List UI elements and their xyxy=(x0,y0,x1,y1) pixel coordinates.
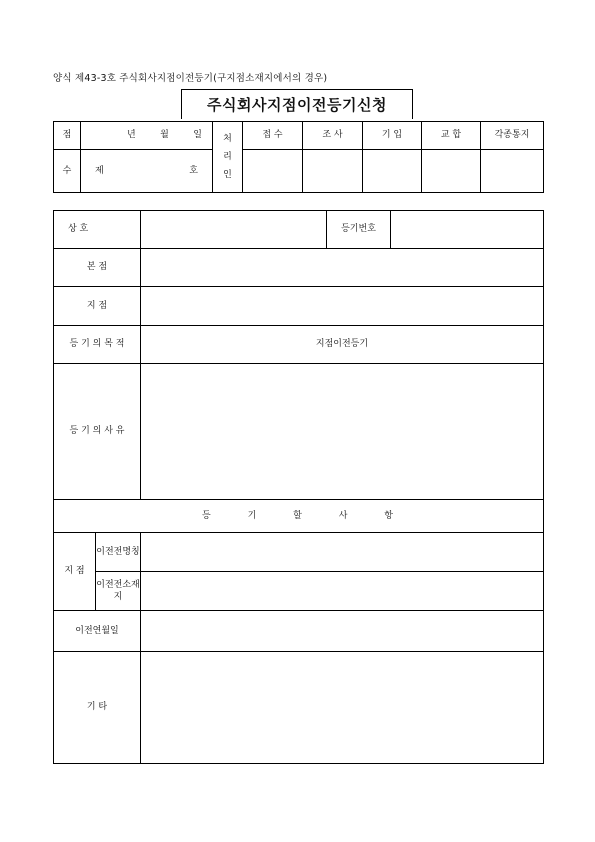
number-prefix-label: 제 xyxy=(95,165,104,176)
month-label: 월 xyxy=(160,130,169,141)
other-label: 기 타 xyxy=(54,652,141,764)
head-office-input[interactable] xyxy=(141,249,544,287)
review-stamp-cell[interactable] xyxy=(303,150,363,193)
receipt-number-cell[interactable] xyxy=(81,150,213,193)
move-date-input[interactable] xyxy=(141,611,544,652)
matters-header: 등 기 할 사 항 xyxy=(54,500,544,533)
reason-label: 등 기 의 사 유 xyxy=(54,364,141,500)
receipt-date-cell[interactable] xyxy=(81,122,213,150)
col-header-review: 조 사 xyxy=(303,122,363,150)
processor-char-1: 처 xyxy=(223,133,232,144)
trade-name-label: 상 호 xyxy=(68,224,89,235)
processor-char-3: 인 xyxy=(223,170,232,181)
receipt-stamp-cell[interactable] xyxy=(243,150,303,193)
col-header-collation: 교 합 xyxy=(422,122,481,150)
head-office-label: 본 점 xyxy=(54,249,141,287)
form-title: 주식회사지점이전등기신청 xyxy=(207,96,387,114)
processor-label-cell xyxy=(213,122,243,193)
purpose-label: 등 기 의 목 적 xyxy=(54,326,141,364)
receipt-table xyxy=(53,121,544,193)
form-title-box xyxy=(181,89,413,119)
branch-group-label: 지 점 xyxy=(54,533,96,611)
trade-name-input[interactable] xyxy=(141,211,327,249)
branch-label: 지 점 xyxy=(54,287,141,326)
notices-stamp-cell[interactable] xyxy=(481,150,544,193)
reg-number-label: 등기번호 xyxy=(327,211,391,249)
other-input[interactable] xyxy=(141,652,544,764)
move-date-label: 이전연월일 xyxy=(54,611,141,652)
trade-name-label-cell xyxy=(54,211,141,249)
purpose-value: 지점이전등기 xyxy=(141,326,544,364)
form-caption: 양식 제43-3호 주식회사지점이전등기(구지점소재지에서의 경우) xyxy=(53,73,328,84)
application-table xyxy=(53,210,544,764)
reason-input[interactable] xyxy=(141,364,544,500)
entry-stamp-cell[interactable] xyxy=(363,150,422,193)
reg-number-input[interactable] xyxy=(391,211,544,249)
day-label: 일 xyxy=(193,130,202,141)
col-header-receipt: 접 수 xyxy=(243,122,303,150)
processor-char-2: 리 xyxy=(223,151,232,162)
number-suffix-label: 호 xyxy=(189,165,198,176)
branch-input[interactable] xyxy=(141,287,544,326)
prev-location-label: 이전전소재지 xyxy=(96,572,141,611)
prev-location-input[interactable] xyxy=(141,572,544,611)
receipt-label-jeop: 점 xyxy=(54,122,81,150)
col-header-notices: 각종통지 xyxy=(481,122,544,150)
prev-name-input[interactable] xyxy=(141,533,544,572)
receipt-label-su: 수 xyxy=(54,150,81,193)
prev-name-label: 이전전명칭 xyxy=(96,533,141,572)
year-label: 년 xyxy=(127,130,136,141)
col-header-entry: 기 입 xyxy=(363,122,422,150)
collation-stamp-cell[interactable] xyxy=(422,150,481,193)
